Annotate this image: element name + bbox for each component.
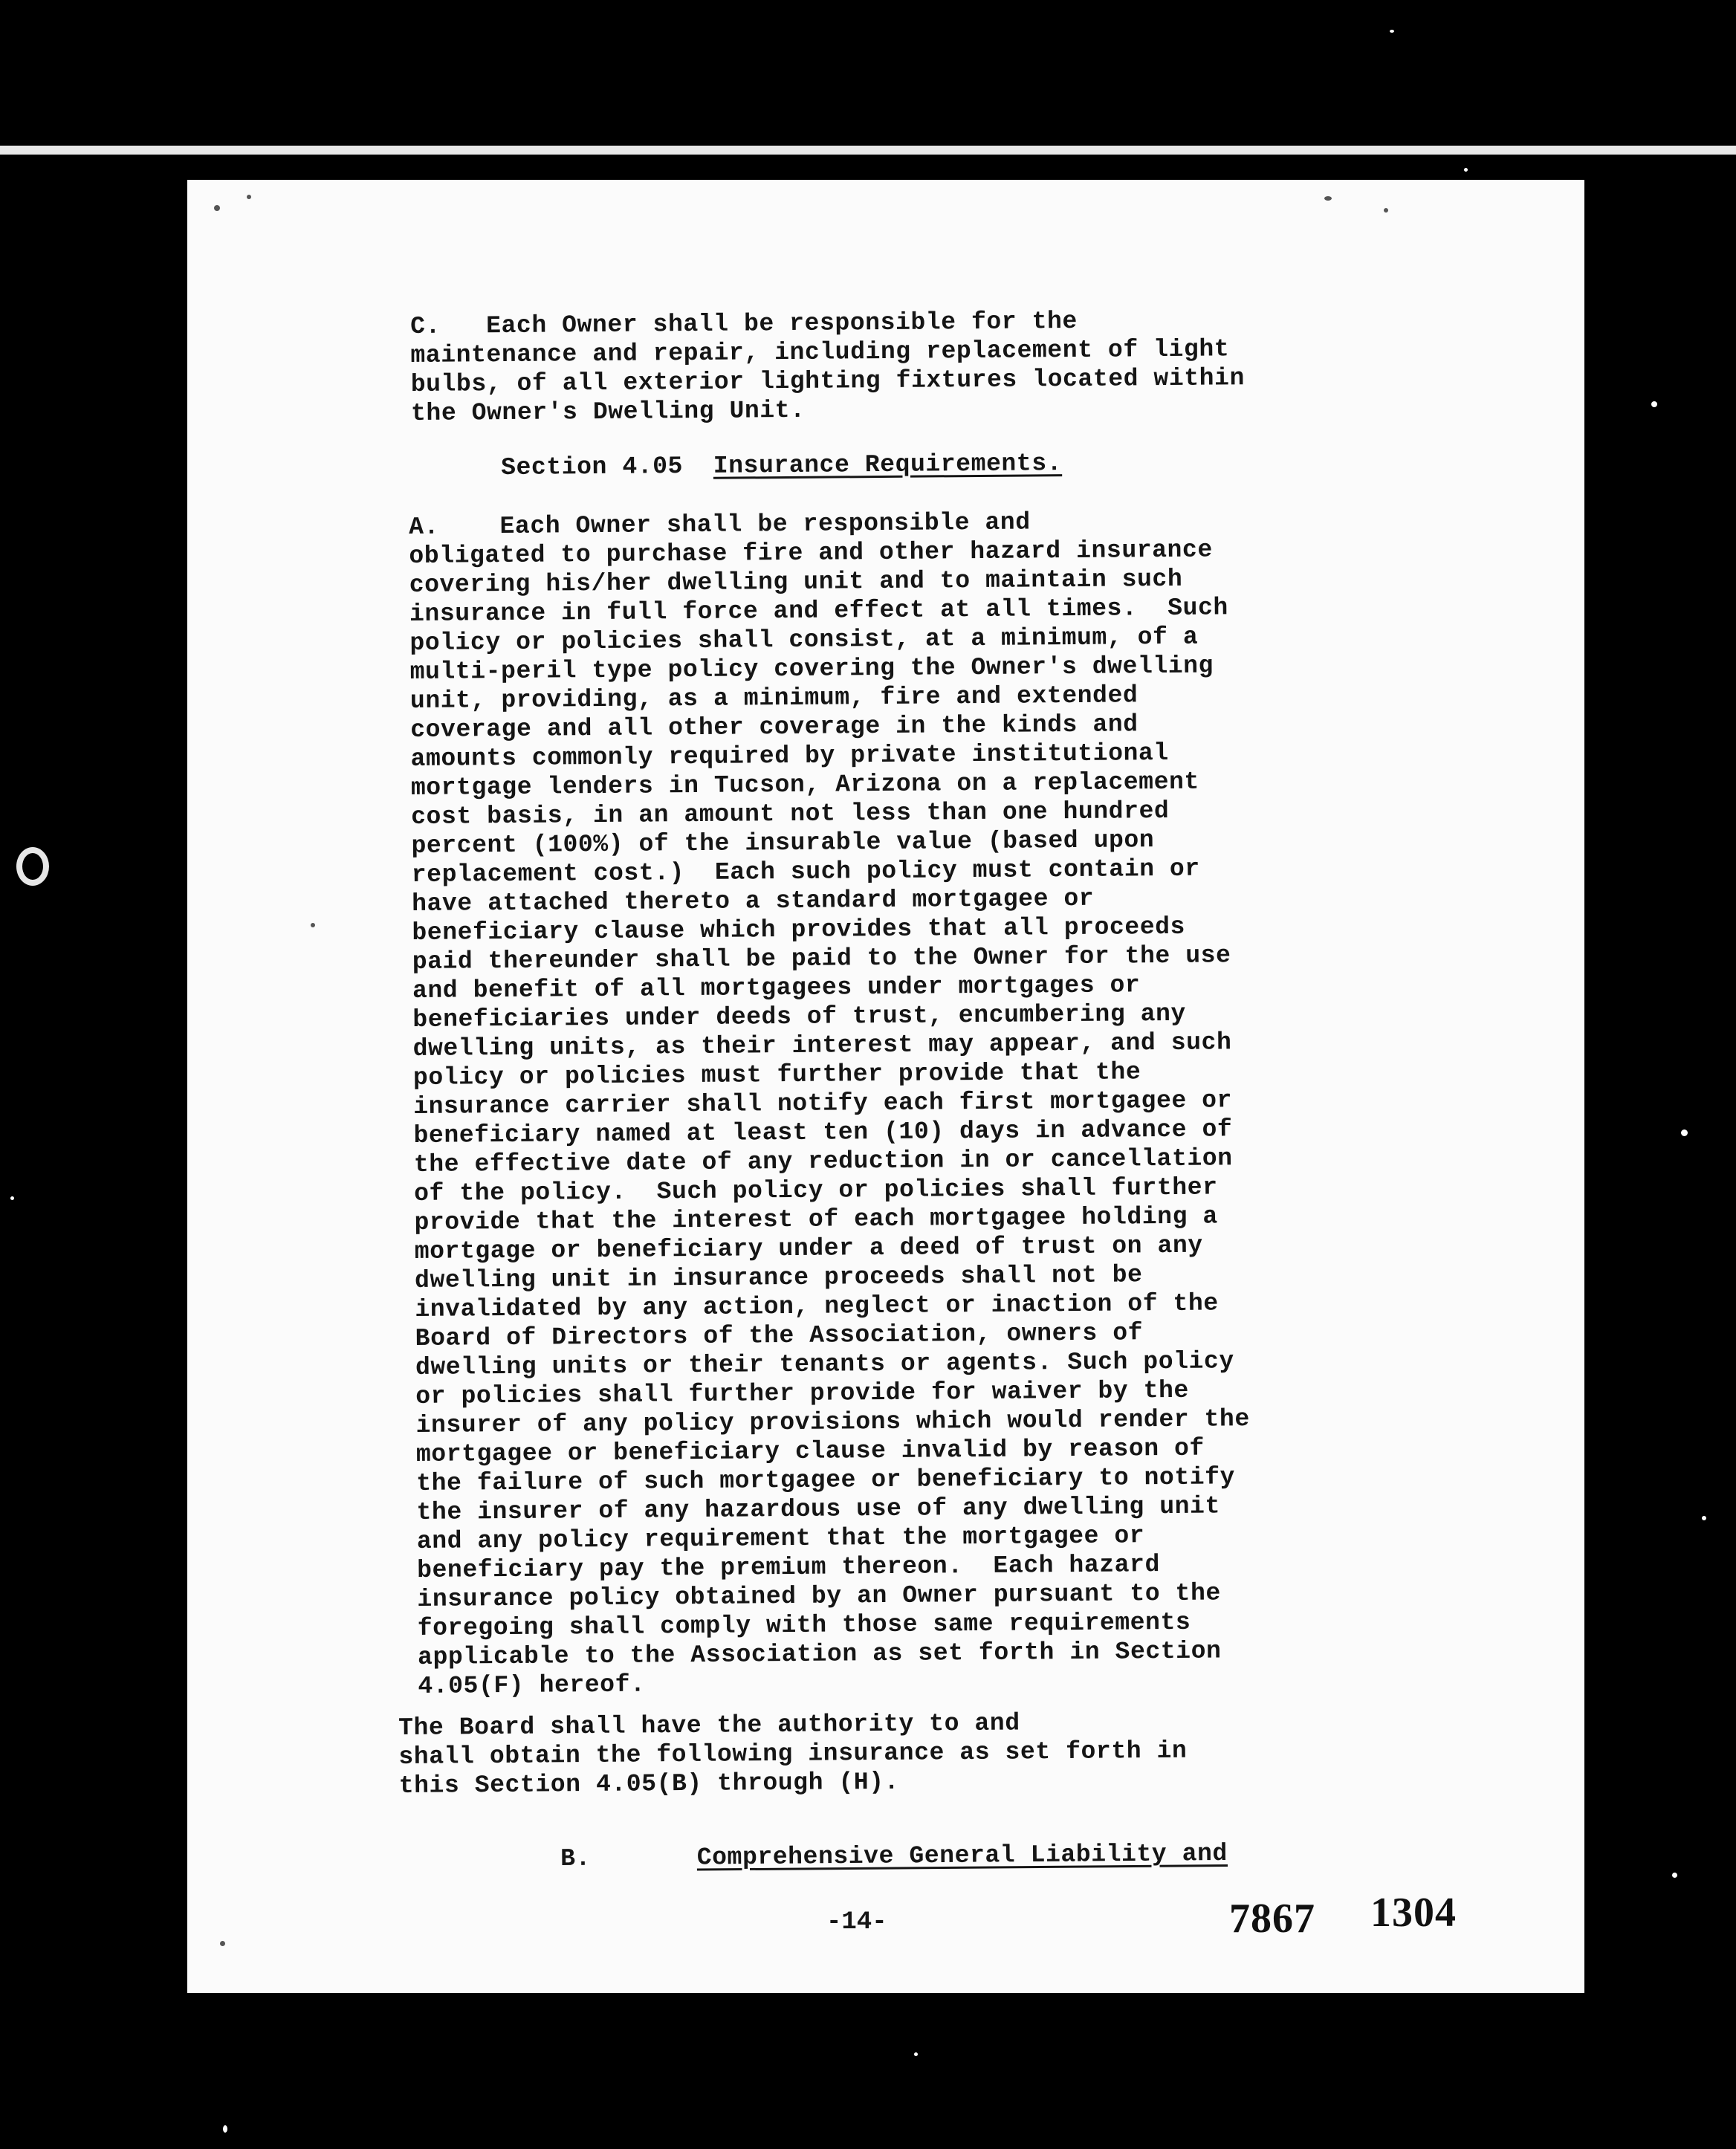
section-label: Section 4.05 (501, 453, 684, 482)
paragraph-b-title: Comprehensive General Liability and (696, 1839, 1228, 1872)
scan-grain (1324, 196, 1332, 201)
recording-stamp-book: 7867 (1229, 1896, 1315, 1942)
scan-speck (10, 1196, 14, 1200)
margin-mark-icon (16, 847, 49, 886)
paragraph-c: C. Each Owner shall be responsible for the maintenance and repair, including replacement of light bulbs, of all exterior lighting fixtures located within the Owner's Dwelling Unit. (410, 307, 1246, 427)
section-heading (501, 449, 1062, 482)
scan-grain (220, 1941, 225, 1946)
scan-speck (1390, 30, 1394, 33)
scan-grain (247, 195, 251, 199)
scan-grain (311, 923, 315, 927)
scan-speck (1464, 168, 1468, 172)
scan-speck (914, 2052, 918, 2056)
page-number: -14- (826, 1908, 887, 1936)
paragraph-b-heading (560, 1839, 1228, 1873)
paragraph-b-label: B. (560, 1844, 592, 1873)
scan-speck (1672, 1873, 1677, 1878)
scan-speck (1651, 401, 1657, 407)
scan-grain (214, 205, 220, 211)
document-page (187, 180, 1584, 1993)
scan-speck (1702, 1516, 1706, 1520)
scan-speck (223, 2125, 227, 2133)
scan-grain (1384, 208, 1388, 213)
section-title: Insurance Requirements. (713, 450, 1063, 480)
scan-speck (1681, 1129, 1688, 1136)
paragraph-board: The Board shall have the authority to and shall obtain the following insurance as set forth in this Section 4.05(B) through (H). (398, 1709, 1188, 1800)
scan-top-edge (0, 146, 1736, 155)
recording-stamp-page: 1304 (1370, 1890, 1457, 1936)
paragraph-a: A. Each Owner shall be responsible and obligated to purchase fire and other hazard insurance covering his/her dwelling unit and to maintain such insurance in full force and effect at all times. Such policy or policies shall consist, at a minimum, of a multi-peril type policy covering the Owner's dwelling unit, providing, as a minimum, fire and extended coverage and all other coverage in the kinds and amounts commonly required by private institutional mortgage lenders in Tucson, Arizona on a replacement cost basis, in an amount not less than one hundred percent (100%) of the insurable value (based upon replacement cost.) Each such policy must contain or have attached thereto a standard mortgagee or beneficiary clause which provides that all proceeds paid thereunder shall be paid to the Owner for the use and benefit of all mortgagees under mortgages or beneficiaries under deeds of trust, encumbering any dwelling units, as their interest may appear, and such policy or policies must further provide that the insurance carrier shall notify each first mortgagee or beneficiary named at least ten (10) days in advance of the effective date of any reduction in or cancellation of the policy. Such policy or policies shall further provide that the interest of each mortgagee holding a mortgage or beneficiary under a deed of trust on any dwelling unit in insurance proceeds shall not be invalidated by any action, neglect or inaction of the Board of Directors of the Association, owners of dwelling units or their tenants or agents. Such policy or policies shall further provide for waiver by the insurer of any policy provisions which would render the mortgagee or beneficiary clause invalid by reason of the failure of such mortgagee or beneficiary to notify the insurer of any hazardous use of any dwelling unit and any policy requirement that the mortgagee or beneficiary pay the premium thereon. Each hazard insurance policy obtained by an Owner pursuant to the foregoing shall comply with those same requirements applicable to the Association as set forth in Section 4.05(F) hereof. (409, 508, 1250, 1700)
